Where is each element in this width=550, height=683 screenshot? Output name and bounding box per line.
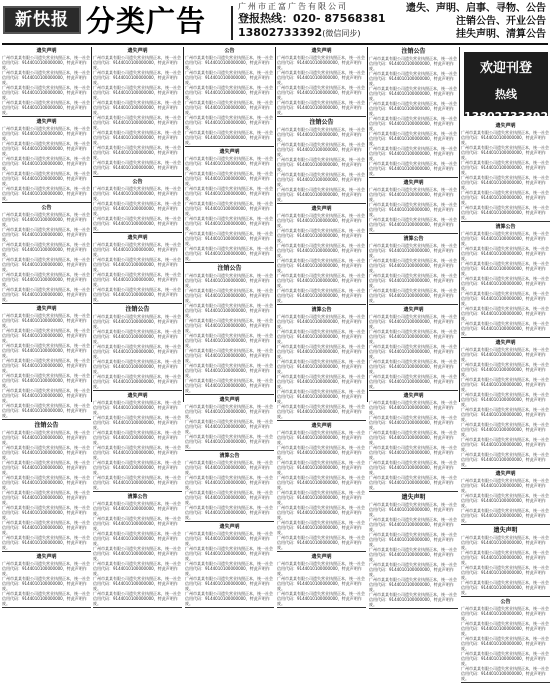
notice-body: 广州市某某有限公司遗失营业执照正本，统一社会信用代码：9144010100000000，特此声明作废。: [277, 535, 365, 550]
notice-body: 广州市某某有限公司遗失营业执照正本，统一社会信用代码：9144010100000000，特此声明作废。: [277, 359, 365, 374]
notice-body: 广州市某某有限公司遗失营业执照正本，统一社会信用代码：9144010100000000，特此声明作废。: [277, 389, 365, 404]
notice-divider: [461, 337, 550, 338]
categories-line-1: 遗失、声明、启事、寻物、公告: [406, 3, 546, 14]
notice-body: 广州市某某有限公司遗失营业执照正本，统一社会信用代码：9144010100000000，特此声明作废。: [369, 131, 457, 146]
notice-body: 广州市某某有限公司遗失营业执照正本，统一社会信用代码：9144010100000000，特此声明作废。: [369, 329, 457, 344]
notice-body: 广州市某某有限公司遗失营业执照正本，统一社会信用代码：9144010100000000，特此声明作废。: [93, 85, 181, 100]
masthead-logo: 新快报: [3, 6, 81, 34]
notice-heading: 遗失声明: [219, 397, 240, 403]
notice-body: 广州市某某有限公司遗失营业执照正本，统一社会信用代码：9144010100000000，特此声明作废。: [93, 145, 181, 160]
notice-body: 广州市某某有限公司遗失营业执照正本，统一社会信用代码：9144010100000000，特此声明作废。: [2, 475, 90, 490]
notice-body: 广州市某某有限公司遗失营业执照正本，统一社会信用代码：9144010100000000，特此声明作废。: [277, 187, 365, 202]
notice-body: 广州市某某有限公司遗失营业执照正本，统一社会信用代码：9144010100000000，特此声明作废。: [369, 359, 457, 374]
notice-divider: [93, 491, 182, 492]
notice-heading: 遗失声明: [495, 123, 516, 129]
notice-body: 广州市某某有限公司遗失营业执照正本，统一社会信用代码：9144010100000000，特此声明作废。: [2, 460, 90, 475]
notice-body: 广州市某某有限公司遗失营业执照正本，统一社会信用代码：9144010100000000，特此声明作废。: [277, 142, 365, 157]
ad-column: [369, 47, 458, 607]
notice-body: 广州市某某有限公司遗失营业执照正本，统一社会信用代码：9144010100000000，特此声明作废。: [185, 490, 273, 505]
notice-body: 广州市某某有限公司遗失营业执照正本，统一社会信用代码：9144010100000000，特此声明作废。: [277, 288, 365, 303]
notice-body: 广州市某某有限公司遗失营业执照正本，统一社会信用代码：9144010100000000，特此声明作废。: [185, 546, 273, 561]
notice-heading: 遗失声明: [127, 393, 148, 399]
notice-body: 广州市某某有限公司遗失营业执照正本，统一社会信用代码：9144010100000000，特此声明作废。: [185, 419, 273, 434]
notice-body: 广州市某某有限公司遗失营业执照正本，统一社会信用代码：9144010100000000，特此声明作废。: [277, 127, 365, 142]
notice-divider: [2, 607, 91, 608]
notice-body: 广州市某某有限公司遗失营业执照正本，统一社会信用代码：9144010100000000，特此声明作废。: [185, 460, 273, 475]
notice-divider: [277, 304, 366, 305]
notice-body: 广州市某某有限公司遗失营业执照正本，统一社会信用代码：9144010100000000，特此声明作废。: [369, 86, 457, 101]
notice-divider: [2, 419, 91, 420]
notice-heading: 注销公告: [34, 422, 59, 429]
notice-body: 广州市某某有限公司遗失营业执照正本，统一社会信用代码：9144010100000000，特此声明作废。: [2, 591, 90, 606]
notice-body: 广州市某某有限公司遗失营业执照正本，统一社会信用代码：9144010100000000，特此声明作废。: [185, 591, 273, 606]
notice-body: 广州市某某有限公司遗失营业执照正本，统一社会信用代码：9144010100000000，特此声明作废。: [185, 303, 273, 318]
notice-body: 广州市某某有限公司遗失营业执照正本，统一社会信用代码：9144010100000000，特此声明作废。: [93, 242, 181, 257]
notice-body: 广州市某某有限公司遗失营业执照正本，统一社会信用代码：9144010100000000，特此声明作废。: [185, 318, 273, 333]
notice-divider: [93, 232, 182, 233]
notice-body: 广州市某某有限公司遗失营业执照正本，统一社会信用代码：9144010100000000，特此声明作废。: [185, 100, 273, 115]
notice-body: 广州市某某有限公司遗失营业执照正本，统一社会信用代码：9144010100000000，特此声明作废。: [277, 314, 365, 329]
notice-body: 广州市某某有限公司遗失营业执照正本，统一社会信用代码：9144010100000000，特此声明作废。: [185, 333, 273, 348]
notice-body: 广州市某某有限公司遗失营业执照正本，统一社会信用代码：9144010100000000，特此声明作废。: [93, 516, 181, 531]
notice-body: 广州市某某有限公司遗失营业执照正本，统一社会信用代码：9144010100000000，特此声明作废。: [461, 246, 549, 261]
notice-body: 广州市某某有限公司遗失营业执照正本，统一社会信用代码：9144010100000000，特此声明作废。: [2, 505, 90, 520]
notice-body: 广州市某某有限公司遗失营业执照正本，统一社会信用代码：9144010100000000，特此声明作废。: [93, 400, 181, 415]
notice-body: 广州市某某有限公司遗失营业执照正本，统一社会信用代码：9144010100000000，特此声明作废。: [2, 430, 90, 445]
notice-body: 广州市某某有限公司遗失营业执照正本，统一社会信用代码：9144010100000000，特此声明作废。: [185, 378, 273, 393]
notice-body: 广州市某某有限公司遗失营业执照正本，统一社会信用代码：9144010100000000，特此声明作废。: [369, 243, 457, 258]
notice-body: 广州市某某有限公司遗失营业执照正本，统一社会信用代码：9144010100000000，特此声明作废。: [461, 606, 549, 621]
promo-box: [464, 52, 549, 123]
notice-body: 广州市某某有限公司遗失营业执照正本，统一社会信用代码：9144010100000000，特此声明作废。: [185, 186, 273, 201]
notice-body: 广州市某某有限公司遗失营业执照正本，统一社会信用代码：9144010100000000，特此声明作废。: [185, 288, 273, 303]
notice-body: 广州市某某有限公司遗失营业执照正本，统一社会信用代码：9144010100000000，特此声明作废。: [2, 328, 90, 343]
notice-heading: 注销公告: [125, 306, 150, 313]
column-rule: [275, 47, 276, 402]
notice-heading: 遗失声明: [219, 149, 240, 155]
notice-body: 广州市某某有限公司遗失营业执照正本，统一社会信用代码：9144010100000000，特此声明作废。: [461, 160, 549, 175]
notice-body: 广州市某某有限公司遗失营业执照正本，统一社会信用代码：9144010100000000，特此声明作废。: [93, 344, 181, 359]
notice-body: 广州市某某有限公司遗失营业执照正本，统一社会信用代码：9144010100000000，特此声明作废。: [2, 445, 90, 460]
notice-body: 广州市某某有限公司遗失营业执照正本，统一社会信用代码：9144010100000000，特此声明作废。: [93, 546, 181, 561]
notice-body: 广州市某某有限公司遗失营业执照正本，统一社会信用代码：9144010100000000，特此声明作废。: [2, 212, 90, 227]
notice-body: 广州市某某有限公司遗失营业执照正本，统一社会信用代码：9144010100000000，特此声明作废。: [369, 288, 457, 303]
notice-body: 广州市某某有限公司遗失营业执照正本，统一社会信用代码：9144010100000000，特此声明作废。: [461, 550, 549, 565]
notice-heading: 遗失声明: [36, 48, 57, 54]
notice-body: 广州市某某有限公司遗失营业执照正本，统一社会信用代码：9144010100000000，特此声明作废。: [277, 505, 365, 520]
notice-body: 广州市某某有限公司遗失营业执照正本，统一社会信用代码：9144010100000000，特此声明作废。: [2, 171, 90, 186]
notice-divider: [277, 116, 366, 117]
notice-body: 广州市某某有限公司遗失营业执照正本，统一社会信用代码：9144010100000000，特此声明作废。: [369, 445, 457, 460]
notice-divider: [93, 176, 182, 177]
notice-body: 广州市某某有限公司遗失营业执照正本，统一社会信用代码：9144010100000000，特此声明作废。: [2, 55, 90, 70]
notice-divider: [369, 177, 458, 178]
notice-body: 广州市某某有限公司遗失营业执照正本，统一社会信用代码：9144010100000000，特此声明作废。: [277, 404, 365, 419]
notice-body: 广州市某某有限公司遗失营业执照正本，统一社会信用代码：9144010100000000，特此声明作废。: [461, 407, 549, 422]
notice-body: 广州市某某有限公司遗失营业执照正本，统一社会信用代码：9144010100000000，特此声明作废。: [2, 156, 90, 171]
notice-divider: [277, 607, 366, 608]
notice-body: 广州市某某有限公司遗失营业执照正本，统一社会信用代码：9144010100000000，特此声明作废。: [369, 430, 457, 445]
notice-body: 广州市某某有限公司遗失营业执照正本，统一社会信用代码：9144010100000000，特此声明作废。: [461, 145, 549, 160]
notice-body: 广州市某某有限公司遗失营业执照正本，统一社会信用代码：9144010100000000，特此声明作废。: [369, 415, 457, 430]
notice-body: 广州市某某有限公司遗失营业执照正本，统一社会信用代码：9144010100000000，特此声明作废。: [185, 55, 273, 70]
notice-body: 广州市某某有限公司遗失营业执照正本，统一社会信用代码：9144010100000000，特此声明作废。: [93, 70, 181, 85]
notice-body: 广州市某某有限公司遗失营业执照正本，统一社会信用代码：9144010100000000，特此声明作废。: [461, 362, 549, 377]
notice-body: 广州市某某有限公司遗失营业执照正本，统一社会信用代码：9144010100000000，特此声明作废。: [2, 373, 90, 388]
notice-body: 广州市某某有限公司遗失营业执照正本，统一社会信用代码：9144010100000000，特此声明作废。: [185, 561, 273, 576]
notice-body: 广州市某某有限公司遗失营业执照正本，统一社会信用代码：9144010100000000，特此声明作废。: [369, 71, 457, 86]
column-rule: [183, 47, 184, 402]
ad-column: [93, 47, 182, 606]
notice-heading: 遗失声明: [311, 48, 332, 54]
notice-body: 广州市某某有限公司遗失营业执照正本，统一社会信用代码：9144010100000000，特此声明作废。: [277, 445, 365, 460]
notice-body: 广州市某某有限公司遗失营业执照正本，统一社会信用代码：9144010100000000，特此声明作废。: [185, 246, 273, 261]
notice-heading: 注销公告: [401, 48, 426, 55]
notice-body: 广州市某某有限公司遗失营业执照正本，统一社会信用代码：9144010100000000，特此声明作废。: [277, 273, 365, 288]
notice-body: 广州市某某有限公司遗失营业执照正本，统一社会信用代码：9144010100000000，特此声明作废。: [369, 592, 457, 607]
notice-body: 广州市某某有限公司遗失营业执照正本，统一社会信用代码：9144010100000000，特此声明作废。: [93, 201, 181, 216]
notice-divider: [185, 394, 274, 395]
notice-body: 广州市某某有限公司遗失营业执照正本，统一社会信用代码：9144010100000000，特此声明作废。: [93, 257, 181, 272]
notice-body: 广州市某某有限公司遗失营业执照正本，统一社会信用代码：9144010100000000，特此声明作废。: [185, 363, 273, 378]
notice-heading: 遗失声明: [36, 119, 57, 125]
notice-body: 广州市某某有限公司遗失营业执照正本，统一社会信用代码：9144010100000000，特此声明作废。: [369, 577, 457, 592]
notice-divider: [369, 304, 458, 305]
notice-body: 广州市某某有限公司遗失营业执照正本，统一社会信用代码：9144010100000000，特此声明作废。: [93, 531, 181, 546]
notice-body: 广州市某某有限公司遗失营业执照正本，统一社会信用代码：9144010100000000，特此声明作废。: [185, 201, 273, 216]
notice-heading: 遗失声明: [493, 527, 518, 534]
notice-body: 广州市某某有限公司遗失营业执照正本，统一社会信用代码：9144010100000000，特此声明作废。: [185, 70, 273, 85]
notice-body: 广州市某某有限公司遗失营业执照正本，统一社会信用代码：9144010100000000，特此声明作废。: [461, 175, 549, 190]
notice-body: 广州市某某有限公司遗失营业执照正本，统一社会信用代码：9144010100000000，特此声明作废。: [185, 85, 273, 100]
notice-body: 广州市某某有限公司遗失营业执照正本，统一社会信用代码：9144010100000000，特此声明作废。: [185, 531, 273, 546]
notice-body: 广州市某某有限公司遗失营业执照正本，统一社会信用代码：9144010100000000，特此声明作废。: [93, 475, 181, 490]
notice-body: 广州市某某有限公司遗失营业执照正本，统一社会信用代码：9144010100000000，特此声明作废。: [2, 85, 90, 100]
column-rule: [459, 47, 460, 402]
notice-body: 广州市某某有限公司遗失营业执照正本，统一社会信用代码：9144010100000000，特此声明作废。: [461, 205, 549, 220]
notice-heading: 遗失声明: [311, 206, 332, 212]
notice-body: 广州市某某有限公司遗失营业执照正本，统一社会信用代码：9144010100000000，特此声明作废。: [185, 348, 273, 363]
notice-body: 广州市某某有限公司遗失营业执照正本，统一社会信用代码：9144010100000000，特此声明作废。: [461, 321, 549, 336]
notice-heading: 遗失声明: [495, 340, 516, 346]
notice-body: 广州市某某有限公司遗失营业执照正本，统一社会信用代码：9144010100000000，特此声明作废。: [93, 287, 181, 302]
categories-line-2: 注销公告、开业公告: [456, 16, 546, 27]
notice-body: 广州市某某有限公司遗失营业执照正本，统一社会信用代码：9144010100000000，特此声明作废。: [93, 115, 181, 130]
notice-body: 广州市某某有限公司遗失营业执照正本，统一社会信用代码：9144010100000000，特此声明作废。: [185, 273, 273, 288]
notice-body: 广州市某某有限公司遗失营业执照正本，统一社会信用代码：9144010100000000，特此声明作废。: [93, 314, 181, 329]
column-rule: [91, 47, 92, 402]
column-rule: [367, 47, 368, 402]
notice-divider: [2, 202, 91, 203]
notice-body: 广州市某某有限公司遗失营业执照正本，统一社会信用代码：9144010100000000，特此声明作废。: [461, 276, 549, 291]
notice-divider: [461, 524, 550, 525]
notice-body: 广州市某某有限公司遗失营业执照正本，统一社会信用代码：9144010100000000，特此声明作废。: [369, 187, 457, 202]
notice-body: 广州市某某有限公司遗失营业执照正本，统一社会信用代码：9144010100000000，特此声明作废。: [277, 430, 365, 445]
notice-heading: 清算公告: [403, 236, 424, 242]
notice-body: 广州市某某有限公司遗失营业执照正本，统一社会信用代码：9144010100000000，特此声明作废。: [2, 535, 90, 550]
notice-body: 广州市某某有限公司遗失营业执照正本，统一社会信用代码：9144010100000000，特此声明作废。: [461, 392, 549, 407]
notice-body: 广州市某某有限公司遗失营业执照正本，统一社会信用代码：9144010100000000，特此声明作废。: [93, 359, 181, 374]
notice-body: 广州市某某有限公司遗失营业执照正本，统一社会信用代码：9144010100000000，特此声明作废。: [277, 258, 365, 273]
notice-body: 广州市某某有限公司遗失营业执照正本，统一社会信用代码：9144010100000000，特此声明作废。: [2, 257, 90, 272]
notice-body: 广州市某某有限公司遗失营业执照正本，统一社会信用代码：9144010100000000，特此声明作废。: [369, 460, 457, 475]
ad-column: [461, 122, 550, 681]
notice-body: 广州市某某有限公司遗失营业执照正本，统一社会信用代码：9144010100000000，特此声明作废。: [461, 130, 549, 145]
notice-body: 广州市某某有限公司遗失营业执照正本，统一社会信用代码：9144010100000000，特此声明作废。: [369, 146, 457, 161]
notice-body: 广州市某某有限公司遗失营业执照正本，统一社会信用代码：9144010100000000，特此声明作废。: [277, 243, 365, 258]
notice-heading: 遗失声明: [403, 393, 424, 399]
notice-body: 广州市某某有限公司遗失营业执照正本，统一社会信用代码：9144010100000000，特此声明作废。: [461, 190, 549, 205]
notice-body: 广州市某某有限公司遗失营业执照正本，统一社会信用代码：9144010100000000，特此声明作废。: [369, 217, 457, 232]
notice-body: 广州市某某有限公司遗失营业执照正本，统一社会信用代码：9144010100000000，特此声明作废。: [277, 520, 365, 535]
notice-heading: 遗失声明: [403, 180, 424, 186]
notice-body: 广州市某某有限公司遗失营业执照正本，统一社会信用代码：9144010100000000，特此声明作废。: [277, 460, 365, 475]
notice-body: 广州市某某有限公司遗失营业执照正本，统一社会信用代码：9144010100000000，特此声明作废。: [277, 70, 365, 85]
notice-body: 广州市某某有限公司遗失营业执照正本，统一社会信用代码：9144010100000000，特此声明作废。: [461, 452, 549, 467]
notice-divider: [185, 262, 274, 263]
notice-body: 广州市某某有限公司遗失营业执照正本，统一社会信用代码：9144010100000000，特此声明作废。: [93, 576, 181, 591]
notice-body: 广州市某某有限公司遗失营业执照正本，统一社会信用代码：9144010100000000，特此声明作废。: [2, 186, 90, 201]
notice-body: 广州市某某有限公司遗失营业执照正本，统一社会信用代码：9144010100000000，特此声明作废。: [369, 517, 457, 532]
notice-divider: [185, 450, 274, 451]
notice-body: 广州市某某有限公司遗失营业执照正本，统一社会信用代码：9144010100000000，特此声明作废。: [369, 532, 457, 547]
hotline-number: 登报热线：020- 87568381: [238, 12, 386, 25]
notice-body: 广州市某某有限公司遗失营业执照正本，统一社会信用代码：9144010100000000，特此声明作废。: [369, 344, 457, 359]
notice-body: 广州市某某有限公司遗失营业执照正本，统一社会信用代码：9144010100000000，特此声明作废。: [185, 434, 273, 449]
notice-body: 广州市某某有限公司遗失营业执照正本，统一社会信用代码：9144010100000000，特此声明作废。: [2, 126, 90, 141]
notice-body: 广州市某某有限公司遗失营业执照正本，统一社会信用代码：9144010100000000，特此声明作废。: [2, 70, 90, 85]
notice-heading: 遗失声明: [36, 554, 57, 560]
notice-heading: 公告: [41, 205, 52, 211]
notice-body: 广州市某某有限公司遗失营业执照正本，统一社会信用代码：9144010100000000，特此声明作废。: [2, 403, 90, 418]
notice-body: 广州市某某有限公司遗失营业执照正本，统一社会信用代码：9144010100000000，特此声明作废。: [93, 445, 181, 460]
categories-line-3: 挂失声明、清算公告: [456, 29, 546, 40]
notice-divider: [93, 390, 182, 391]
notice-heading: 清算公告: [311, 307, 332, 313]
notice-body: 广州市某某有限公司遗失营业执照正本，统一社会信用代码：9144010100000000，特此声明作废。: [369, 202, 457, 217]
notice-body: 广州市某某有限公司遗失营业执照正本，统一社会信用代码：9144010100000000，特此声明作废。: [461, 580, 549, 595]
notice-body: 广州市某某有限公司遗失营业执照正本，统一社会信用代码：9144010100000000，特此声明作废。: [277, 329, 365, 344]
notice-body: 广州市某某有限公司遗失营业执照正本，统一社会信用代码：9144010100000000，特此声明作废。: [93, 100, 181, 115]
section-title: 分类广告: [86, 4, 207, 38]
notice-body: 广州市某某有限公司遗失营业执照正本，统一社会信用代码：9144010100000000，特此声明作废。: [369, 273, 457, 288]
notice-body: 广州市某某有限公司遗失营业执照正本，统一社会信用代码：9144010100000000，特此声明作废。: [185, 216, 273, 231]
notice-body: 广州市某某有限公司遗失营业执照正本，统一社会信用代码：9144010100000000，特此声明作废。: [2, 343, 90, 358]
notice-body: 广州市某某有限公司遗失营业执照正本，统一社会信用代码：9144010100000000，特此声明作废。: [461, 291, 549, 306]
notice-body: 广州市某某有限公司遗失营业执照正本，统一社会信用代码：9144010100000000，特此声明作废。: [369, 314, 457, 329]
notice-body: 广州市某某有限公司遗失营业执照正本，统一社会信用代码：9144010100000000，特此声明作废。: [2, 100, 90, 115]
notice-body: 广州市某某有限公司遗失营业执照正本，统一社会信用代码：9144010100000000，特此声明作废。: [369, 116, 457, 131]
notice-body: 广州市某某有限公司遗失营业执照正本，统一社会信用代码：9144010100000000，特此声明作废。: [277, 213, 365, 228]
notice-heading: 公告: [224, 48, 235, 54]
notice-body: 广州市某某有限公司遗失营业执照正本，统一社会信用代码：9144010100000000，特此声明作废。: [185, 404, 273, 419]
ad-column: [277, 47, 366, 606]
notice-body: 广州市某某有限公司遗失营业执照正本，统一社会信用代码：9144010100000000，特此声明作废。: [369, 475, 457, 490]
notice-body: 广州市某某有限公司遗失营业执照正本，统一社会信用代码：9144010100000000，特此声明作废。: [2, 272, 90, 287]
notice-body: 广州市某某有限公司遗失营业执照正本，统一社会信用代码：9144010100000000，特此声明作废。: [185, 130, 273, 145]
notice-body: 广州市某某有限公司遗失营业执照正本，统一社会信用代码：9144010100000000，特此声明作废。: [277, 100, 365, 115]
notice-body: 广州市某某有限公司遗失营业执照正本，统一社会信用代码：9144010100000000，特此声明作废。: [93, 591, 181, 606]
notice-divider: [369, 608, 458, 609]
notice-body: 广州市某某有限公司遗失营业执照正本，统一社会信用代码：9144010100000000，特此声明作废。: [277, 344, 365, 359]
notice-body: 广州市某某有限公司遗失营业执照正本，统一社会信用代码：9144010100000000，特此声明作废。: [461, 535, 549, 550]
notice-body: 广州市某某有限公司遗失营业执照正本，统一社会信用代码：9144010100000000，特此声明作废。: [93, 329, 181, 344]
ad-column: [185, 47, 274, 606]
notice-heading: 公告: [132, 179, 143, 185]
notice-body: 广州市某某有限公司遗失营业执照正本，统一社会信用代码：9144010100000000，特此声明作废。: [277, 172, 365, 187]
notice-body: 广州市某某有限公司遗失营业执照正本，统一社会信用代码：9144010100000000，特此声明作废。: [369, 161, 457, 176]
notice-body: 广州市某某有限公司遗失营业执照正本，统一社会信用代码：9144010100000000，特此声明作废。: [369, 562, 457, 577]
notice-heading: 遗失声明: [219, 524, 240, 530]
notice-divider: [277, 551, 366, 552]
notice-body: 广州市某某有限公司遗失营业执照正本，统一社会信用代码：9144010100000000，特此声明作废。: [93, 160, 181, 175]
notice-body: 广州市某某有限公司遗失营业执照正本，统一社会信用代码：9144010100000000，特此声明作废。: [2, 358, 90, 373]
notice-heading: 清算公告: [495, 224, 516, 230]
notice-body: 广州市某某有限公司遗失营业执照正本，统一社会信用代码：9144010100000000，特此声明作废。: [277, 490, 365, 505]
notice-body: 广州市某某有限公司遗失营业执照正本，统一社会信用代码：9144010100000000，特此声明作废。: [185, 171, 273, 186]
notice-body: 广州市某某有限公司遗失营业执照正本，统一社会信用代码：9144010100000000，特此声明作废。: [461, 437, 549, 452]
notice-body: 广州市某某有限公司遗失营业执照正本，统一社会信用代码：9144010100000000，特此声明作废。: [369, 101, 457, 116]
notice-body: 广州市某某有限公司遗失营业执照正本，统一社会信用代码：9144010100000000，特此声明作废。: [461, 478, 549, 493]
notice-heading: 清算公告: [127, 494, 148, 500]
notice-body: 广州市某某有限公司遗失营业执照正本，统一社会信用代码：9144010100000000，特此声明作废。: [2, 520, 90, 535]
notice-body: 广州市某某有限公司遗失营业执照正本，统一社会信用代码：9144010100000000，特此声明作废。: [93, 430, 181, 445]
notice-body: 广州市某某有限公司遗失营业执照正本，统一社会信用代码：9144010100000000，特此声明作废。: [185, 115, 273, 130]
notice-divider: [93, 607, 182, 608]
notice-body: 广州市某某有限公司遗失营业执照正本，统一社会信用代码：9144010100000000，特此声明作废。: [369, 502, 457, 517]
notice-body: 广州市某某有限公司遗失营业执照正本，统一社会信用代码：9144010100000000，特此声明作废。: [277, 85, 365, 100]
notice-heading: 遗失声明: [495, 471, 516, 477]
notice-body: 广州市某某有限公司遗失营业执照正本，统一社会信用代码：9144010100000000，特此声明作废。: [93, 216, 181, 231]
notice-body: 广州市某某有限公司遗失营业执照正本，统一社会信用代码：9144010100000000，特此声明作废。: [277, 157, 365, 172]
notice-body: 广州市某某有限公司遗失营业执照正本，统一社会信用代码：9144010100000000，特此声明作废。: [461, 651, 549, 666]
notice-heading: 遗失声明: [401, 494, 426, 501]
notice-body: 广州市某某有限公司遗失营业执照正本，统一社会信用代码：9144010100000000，特此声明作废。: [461, 422, 549, 437]
notice-body: 广州市某某有限公司遗失营业执照正本，统一社会信用代码：9144010100000000，特此声明作废。: [93, 186, 181, 201]
notice-body: 广州市某某有限公司遗失营业执照正本，统一社会信用代码：9144010100000000，特此声明作废。: [93, 130, 181, 145]
notice-heading: 注销公告: [217, 265, 242, 272]
notice-body: 广州市某某有限公司遗失营业执照正本，统一社会信用代码：9144010100000000，特此声明作废。: [93, 561, 181, 576]
notice-body: 广州市某某有限公司遗失营业执照正本，统一社会信用代码：9144010100000000，特此声明作废。: [277, 561, 365, 576]
notice-body: 广州市某某有限公司遗失营业执照正本，统一社会信用代码：9144010100000000，特此声明作废。: [185, 576, 273, 591]
notice-body: 广州市某某有限公司遗失营业执照正本，统一社会信用代码：9144010100000000，特此声明作废。: [369, 547, 457, 562]
notice-body: 广州市某某有限公司遗失营业执照正本，统一社会信用代码：9144010100000000，特此声明作废。: [461, 666, 549, 681]
notice-body: 广州市某某有限公司遗失营业执照正本，统一社会信用代码：9144010100000000，特此声明作废。: [461, 347, 549, 362]
notice-heading: 遗失声明: [127, 48, 148, 54]
notice-divider: [369, 233, 458, 234]
notice-divider: [185, 146, 274, 147]
notice-body: 广州市某某有限公司遗失营业执照正本，统一社会信用代码：9144010100000000，特此声明作废。: [461, 493, 549, 508]
notice-body: 广州市某某有限公司遗失营业执照正本，统一社会信用代码：9144010100000000，特此声明作废。: [277, 55, 365, 70]
notice-divider: [461, 221, 550, 222]
notice-divider: [277, 203, 366, 204]
ad-categories: [406, 2, 546, 41]
notice-divider: [461, 468, 550, 469]
notice-divider: [185, 607, 274, 608]
notice-body: 广州市某某有限公司遗失营业执照正本，统一社会信用代码：9144010100000000，特此声明作废。: [461, 636, 549, 651]
notice-body: 广州市某某有限公司遗失营业执照正本，统一社会信用代码：9144010100000000，特此声明作废。: [93, 374, 181, 389]
notice-body: 广州市某某有限公司遗失营业执照正本，统一社会信用代码：9144010100000000，特此声明作废。: [2, 388, 90, 403]
notice-heading: 遗失声明: [403, 307, 424, 313]
notice-body: 广州市某某有限公司遗失营业执照正本，统一社会信用代码：9144010100000000，特此声明作废。: [2, 561, 90, 576]
notice-divider: [369, 491, 458, 492]
notice-divider: [2, 116, 91, 117]
notice-heading: 公告: [500, 599, 511, 605]
notice-body: 广州市某某有限公司遗失营业执照正本，统一社会信用代码：9144010100000000，特此声明作废。: [2, 313, 90, 328]
notice-heading: 注销公告: [309, 119, 334, 126]
notice-body: 广州市某某有限公司遗失营业执照正本，统一社会信用代码：9144010100000000，特此声明作废。: [93, 460, 181, 475]
notice-body: 广州市某某有限公司遗失营业执照正本，统一社会信用代码：9144010100000000，特此声明作废。: [461, 261, 549, 276]
notice-body: 广州市某某有限公司遗失营业执照正本，统一社会信用代码：9144010100000000，特此声明作废。: [93, 55, 181, 70]
promo-hotline: 热线 13802733392: [464, 88, 549, 123]
notice-body: 广州市某某有限公司遗失营业执照正本，统一社会信用代码：9144010100000000，特此声明作废。: [2, 576, 90, 591]
notice-divider: [461, 596, 550, 597]
header-divider: [231, 6, 233, 40]
notice-divider: [185, 521, 274, 522]
header-rule: [2, 43, 548, 45]
notice-heading: 遗失声明: [311, 554, 332, 560]
notice-body: 广州市某某有限公司遗失营业执照正本，统一社会信用代码：9144010100000000，特此声明作废。: [277, 228, 365, 243]
notice-body: 广州市某某有限公司遗失营业执照正本，统一社会信用代码：9144010100000000，特此声明作废。: [93, 272, 181, 287]
notice-body: 广州市某某有限公司遗失营业执照正本，统一社会信用代码：9144010100000000，特此声明作废。: [2, 287, 90, 302]
notice-body: 广州市某某有限公司遗失营业执照正本，统一社会信用代码：9144010100000000，特此声明作废。: [277, 374, 365, 389]
mobile-line: [238, 26, 360, 40]
notice-body: 广州市某某有限公司遗失营业执照正本，统一社会信用代码：9144010100000000，特此声明作废。: [2, 141, 90, 156]
notice-body: 广州市某某有限公司遗失营业执照正本，统一社会信用代码：9144010100000000，特此声明作废。: [369, 374, 457, 389]
notice-heading: 遗失声明: [127, 235, 148, 241]
notice-divider: [2, 303, 91, 304]
notice-body: 广州市某某有限公司遗失营业执照正本，统一社会信用代码：9144010100000000，特此声明作废。: [277, 475, 365, 490]
notice-body: 广州市某某有限公司遗失营业执照正本，统一社会信用代码：9144010100000000，特此声明作废。: [369, 258, 457, 273]
notice-divider: [277, 420, 366, 421]
notice-body: 广州市某某有限公司遗失营业执照正本，统一社会信用代码：9144010100000000，特此声明作废。: [185, 231, 273, 246]
notice-body: 广州市某某有限公司遗失营业执照正本，统一社会信用代码：9144010100000000，特此声明作废。: [461, 377, 549, 392]
notice-body: 广州市某某有限公司遗失营业执照正本，统一社会信用代码：9144010100000000，特此声明作废。: [185, 475, 273, 490]
notice-body: 广州市某某有限公司遗失营业执照正本，统一社会信用代码：9144010100000000，特此声明作废。: [2, 490, 90, 505]
notice-body: 广州市某某有限公司遗失营业执照正本，统一社会信用代码：9144010100000000，特此声明作废。: [277, 591, 365, 606]
notice-divider: [93, 303, 182, 304]
notice-body: 广州市某某有限公司遗失营业执照正本，统一社会信用代码：9144010100000000，特此声明作废。: [93, 501, 181, 516]
notice-body: 广州市某某有限公司遗失营业执照正本，统一社会信用代码：9144010100000000，特此声明作废。: [2, 227, 90, 242]
notice-heading: 遗失声明: [311, 423, 332, 429]
notice-body: 广州市某某有限公司遗失营业执照正本，统一社会信用代码：9144010100000000，特此声明作废。: [461, 508, 549, 523]
notice-body: 广州市某某有限公司遗失营业执照正本，统一社会信用代码：9144010100000000，特此声明作废。: [369, 400, 457, 415]
notice-body: 广州市某某有限公司遗失营业执照正本，统一社会信用代码：9144010100000000，特此声明作废。: [461, 565, 549, 580]
notice-body: 广州市某某有限公司遗失营业执照正本，统一社会信用代码：9144010100000000，特此声明作废。: [461, 621, 549, 636]
wechat-note: (微信同步): [322, 29, 361, 38]
notice-body: 广州市某某有限公司遗失营业执照正本，统一社会信用代码：9144010100000000，特此声明作废。: [369, 56, 457, 71]
notice-heading: 清算公告: [219, 453, 240, 459]
notice-body: 广州市某某有限公司遗失营业执照正本，统一社会信用代码：9144010100000000，特此声明作废。: [185, 156, 273, 171]
notice-body: 广州市某某有限公司遗失营业执照正本，统一社会信用代码：9144010100000000，特此声明作废。: [461, 231, 549, 246]
company-name: 广州市正富广告有限公司: [238, 2, 348, 11]
mobile-number: 13802733392: [238, 26, 323, 39]
promo-welcome: 欢迎刊登: [479, 61, 532, 76]
notice-body: 广州市某某有限公司遗失营业执照正本，统一社会信用代码：9144010100000000，特此声明作废。: [2, 242, 90, 257]
notice-body: 广州市某某有限公司遗失营业执照正本，统一社会信用代码：9144010100000000，特此声明作废。: [461, 306, 549, 321]
notice-body: 广州市某某有限公司遗失营业执照正本，统一社会信用代码：9144010100000000，特此声明作废。: [93, 415, 181, 430]
notice-heading: 遗失声明: [36, 306, 57, 312]
notice-divider: [369, 390, 458, 391]
notice-divider: [2, 551, 91, 552]
notice-body: 广州市某某有限公司遗失营业执照正本，统一社会信用代码：9144010100000000，特此声明作废。: [277, 576, 365, 591]
ad-column: [2, 47, 91, 606]
notice-body: 广州市某某有限公司遗失营业执照正本，统一社会信用代码：9144010100000000，特此声明作废。: [185, 505, 273, 520]
